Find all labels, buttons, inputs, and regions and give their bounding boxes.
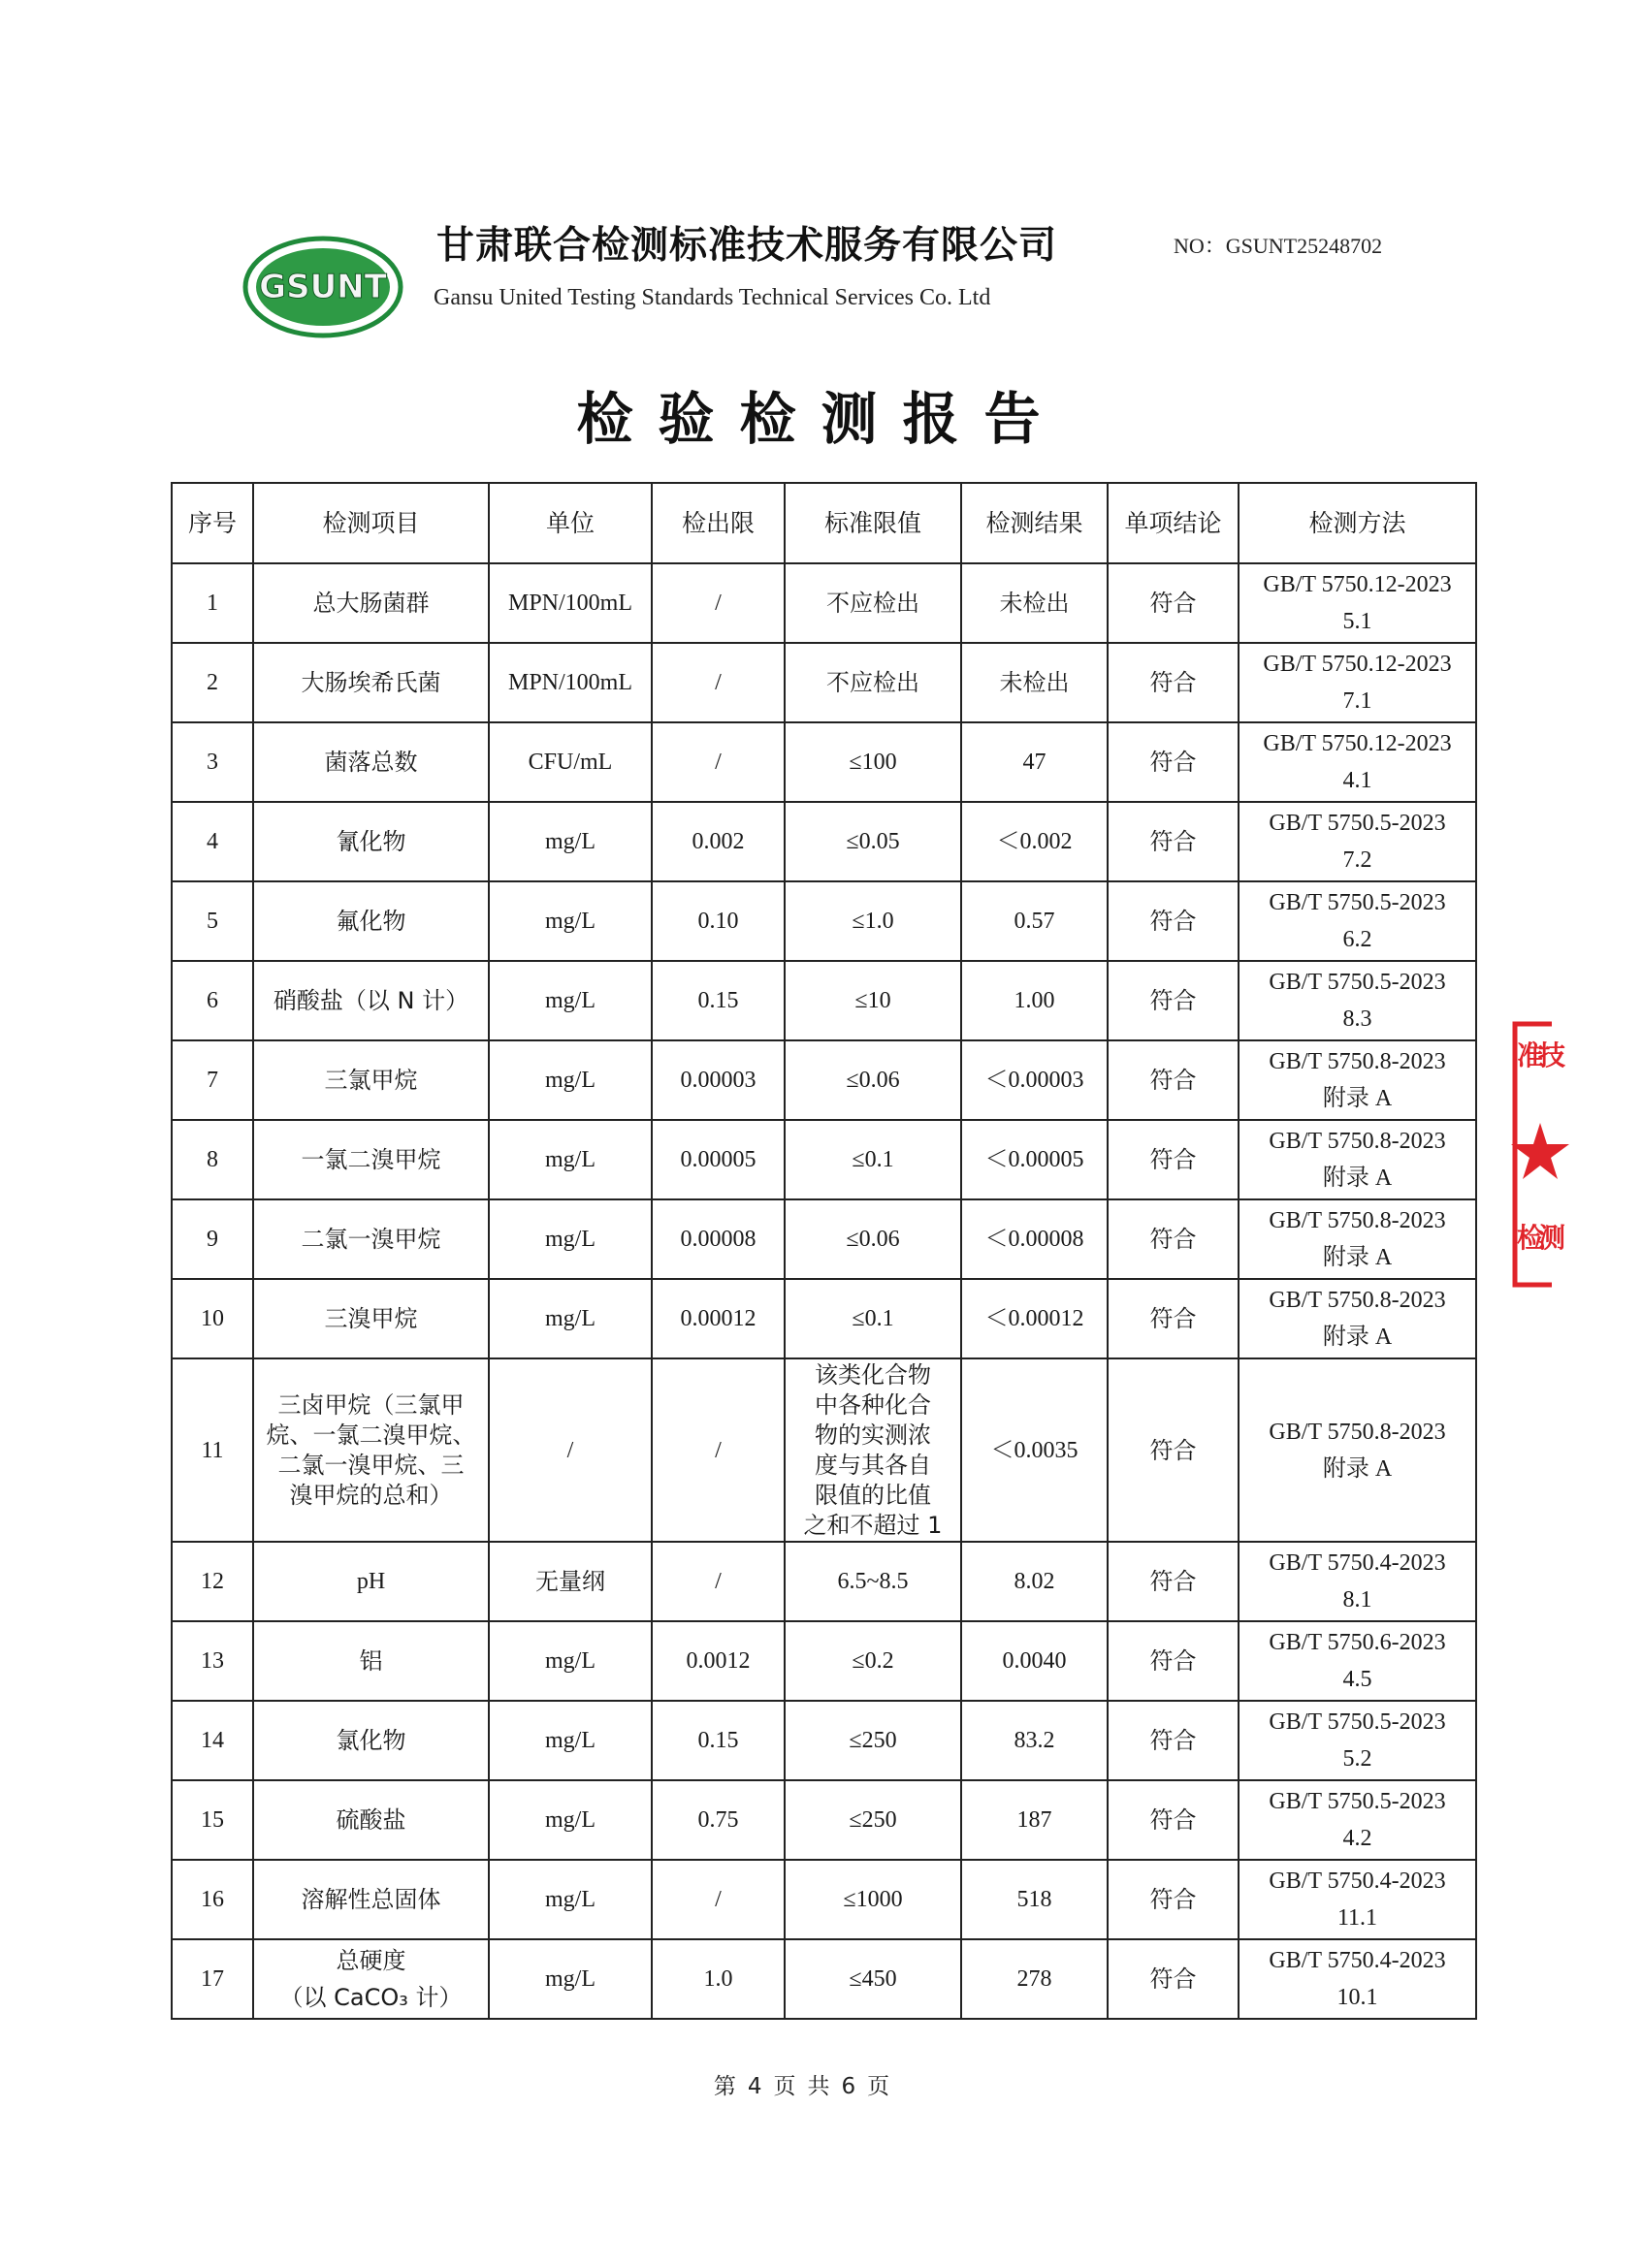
method-line: 8.1 (1342, 1587, 1372, 1613)
cell-conclusion: 符合 (1108, 1780, 1239, 1860)
cell-detection-limit: 0.00012 (652, 1279, 785, 1358)
cell-unit: / (489, 1358, 652, 1542)
method-line: GB/T 5750.12-2023 (1263, 572, 1452, 597)
cell-method (1239, 563, 1476, 643)
cell-result: 8.02 (961, 1542, 1108, 1621)
cell-result: 278 (961, 1939, 1108, 2019)
standard-line: 限值的比值 (815, 1481, 931, 1509)
cell-method (1239, 802, 1476, 881)
table-row (172, 1279, 1476, 1358)
cell-conclusion: 符合 (1108, 961, 1239, 1040)
footer-total-prefix: 共 (807, 2074, 830, 2099)
method-line: GB/T 5750.12-2023 (1263, 652, 1452, 677)
footer-suffix: 页 (867, 2074, 890, 2099)
method-line: 5.1 (1342, 609, 1372, 634)
cell-conclusion: 符合 (1108, 1542, 1239, 1621)
cell-method (1239, 1120, 1476, 1199)
method-line: 6.2 (1342, 927, 1372, 952)
cell-result: ＜0.00012 (961, 1279, 1108, 1358)
cell-item: 大肠埃希氏菌 (253, 643, 489, 722)
header-col-detection-limit: 检出限 (652, 483, 785, 563)
cell-result: ＜0.00003 (961, 1040, 1108, 1120)
cell-no: 10 (172, 1279, 253, 1358)
cell-item: 氯化物 (253, 1701, 489, 1780)
cell-unit: mg/L (489, 1860, 652, 1939)
cell-item: 一氯二溴甲烷 (253, 1120, 489, 1199)
cell-conclusion: 符合 (1108, 1701, 1239, 1780)
cell-detection-limit: 0.75 (652, 1780, 785, 1860)
cell-result: 1.00 (961, 961, 1108, 1040)
cell-method (1239, 722, 1476, 802)
company-name-cn: 甘肃联合检测标准技术服务有限公司 (436, 224, 1058, 268)
cell-method (1239, 1701, 1476, 1780)
cell-item: 总大肠菌群 (253, 563, 489, 643)
cell-standard-limit: ≤0.1 (785, 1279, 961, 1358)
standard-line: 之和不超过 1 (803, 1511, 943, 1539)
cell-conclusion: 符合 (1108, 1358, 1239, 1542)
method-line: GB/T 5750.8-2023 (1269, 1049, 1446, 1074)
cell-no: 5 (172, 881, 253, 961)
method-line: 4.1 (1342, 768, 1372, 793)
page-title: 检验检测报告 (576, 386, 1066, 452)
table-row (172, 881, 1476, 961)
item-line: （以 CaCO₃ 计） (279, 1984, 463, 2011)
cell-detection-limit: / (652, 1358, 785, 1542)
cell-result: 未检出 (961, 643, 1108, 722)
cell-no: 4 (172, 802, 253, 881)
method-line: GB/T 5750.5-2023 (1269, 1789, 1446, 1814)
cell-result: ＜0.00008 (961, 1199, 1108, 1279)
header-col-unit: 单位 (489, 483, 652, 563)
cell-item: 氟化物 (253, 881, 489, 961)
header-col-standard-limit: 标准限值 (785, 483, 961, 563)
cell-conclusion: 符合 (1108, 643, 1239, 722)
cell-detection-limit: 0.10 (652, 881, 785, 961)
item-line: 总硬度 (336, 1947, 406, 1974)
cell-conclusion: 符合 (1108, 563, 1239, 643)
table-row (172, 1701, 1476, 1780)
cell-standard-limit: ≤0.06 (785, 1199, 961, 1279)
cell-conclusion: 符合 (1108, 1939, 1239, 2019)
table-row (172, 1860, 1476, 1939)
cell-no: 1 (172, 563, 253, 643)
cell-no: 14 (172, 1701, 253, 1780)
method-line: 7.1 (1342, 688, 1372, 714)
method-line: GB/T 5750.12-2023 (1263, 731, 1452, 756)
method-line: GB/T 5750.5-2023 (1269, 1709, 1446, 1735)
cell-result: 187 (961, 1780, 1108, 1860)
cell-result: 47 (961, 722, 1108, 802)
cell-no: 7 (172, 1040, 253, 1120)
method-line: 附录 A (1322, 1086, 1393, 1111)
cell-detection-limit: 1.0 (652, 1939, 785, 2019)
table-row (172, 1358, 1476, 1542)
svg-text:测: 测 (1537, 1222, 1566, 1254)
cell-item: pH (253, 1542, 489, 1621)
header-col-result: 检测结果 (961, 483, 1108, 563)
cell-standard-limit: 不应检出 (785, 563, 961, 643)
cell-method (1239, 643, 1476, 722)
cell-detection-limit: 0.15 (652, 961, 785, 1040)
cell-unit: mg/L (489, 961, 652, 1040)
cell-result: 0.0040 (961, 1621, 1108, 1701)
svg-text:准: 准 (1516, 1039, 1545, 1071)
method-line: 8.3 (1342, 1006, 1372, 1032)
method-line: GB/T 5750.8-2023 (1269, 1419, 1446, 1445)
method-line: 附录 A (1322, 1325, 1393, 1350)
cell-detection-limit: / (652, 722, 785, 802)
cell-conclusion: 符合 (1108, 1040, 1239, 1120)
cell-result: ＜0.00005 (961, 1120, 1108, 1199)
cell-detection-limit: 0.15 (652, 1701, 785, 1780)
method-line: 附录 A (1322, 1245, 1393, 1270)
cell-conclusion: 符合 (1108, 1199, 1239, 1279)
cell-conclusion: 符合 (1108, 1621, 1239, 1701)
cell-method (1239, 961, 1476, 1040)
cell-standard-limit: ≤100 (785, 722, 961, 802)
cell-detection-limit: 0.00005 (652, 1120, 785, 1199)
cell-no: 2 (172, 643, 253, 722)
cell-item: 硫酸盐 (253, 1780, 489, 1860)
cell-no: 13 (172, 1621, 253, 1701)
cell-detection-limit: 0.00003 (652, 1040, 785, 1120)
table-row (172, 1542, 1476, 1621)
method-line: 5.2 (1342, 1746, 1372, 1772)
cell-detection-limit: 0.00008 (652, 1199, 785, 1279)
cell-standard-limit (785, 1358, 961, 1542)
cell-unit: mg/L (489, 1199, 652, 1279)
cell-result: ＜0.002 (961, 802, 1108, 881)
table-row (172, 1780, 1476, 1860)
cell-method (1239, 1542, 1476, 1621)
company-logo (242, 235, 403, 339)
cell-item (253, 1358, 489, 1542)
cell-standard-limit: ≤0.06 (785, 1040, 961, 1120)
method-line: GB/T 5750.5-2023 (1269, 970, 1446, 995)
cell-item: 三氯甲烷 (253, 1040, 489, 1120)
item-line: 溴甲烷的总和） (289, 1481, 453, 1509)
cell-standard-limit: ≤0.05 (785, 802, 961, 881)
cell-standard-limit: ≤10 (785, 961, 961, 1040)
table-row (172, 563, 1476, 643)
item-line: 烷、一氯二溴甲烷、 (266, 1421, 476, 1449)
cell-no: 16 (172, 1860, 253, 1939)
method-line: GB/T 5750.5-2023 (1269, 811, 1446, 836)
cell-item: 三溴甲烷 (253, 1279, 489, 1358)
table-row (172, 1939, 1476, 2019)
method-line: GB/T 5750.4-2023 (1269, 1869, 1446, 1894)
cell-method (1239, 1358, 1476, 1542)
cell-unit: mg/L (489, 1780, 652, 1860)
cell-unit: mg/L (489, 1939, 652, 2019)
standard-line: 度与其各自 (815, 1451, 931, 1479)
cell-unit: mg/L (489, 1120, 652, 1199)
header-col-item: 检测项目 (253, 483, 489, 563)
cell-no: 6 (172, 961, 253, 1040)
cell-unit: CFU/mL (489, 722, 652, 802)
method-line: GB/T 5750.4-2023 (1269, 1948, 1446, 1973)
cell-item: 菌落总数 (253, 722, 489, 802)
table-row (172, 802, 1476, 881)
method-line: 7.2 (1342, 847, 1372, 873)
footer-prefix: 第 (713, 2074, 736, 2099)
cell-result: 未检出 (961, 563, 1108, 643)
cell-unit: mg/L (489, 802, 652, 881)
cell-item: 氰化物 (253, 802, 489, 881)
cell-standard-limit: ≤1.0 (785, 881, 961, 961)
cell-result: ＜0.0035 (961, 1358, 1108, 1542)
page-current: 4 (747, 2074, 762, 2099)
report-number: NO：GSUNT25248702 (1174, 234, 1383, 258)
cell-method (1239, 1939, 1476, 2019)
method-line: GB/T 5750.4-2023 (1269, 1550, 1446, 1576)
table-header-row (172, 483, 1476, 563)
cell-unit: 无量纲 (489, 1542, 652, 1621)
cell-standard-limit: ≤450 (785, 1939, 961, 2019)
method-line: 4.5 (1342, 1667, 1372, 1692)
results-table (171, 482, 1477, 2020)
table-row (172, 1040, 1476, 1120)
cell-item: 铝 (253, 1621, 489, 1701)
cell-no: 15 (172, 1780, 253, 1860)
cell-no: 12 (172, 1542, 253, 1621)
cell-unit: mg/L (489, 1701, 652, 1780)
cell-result: 518 (961, 1860, 1108, 1939)
cell-standard-limit: 6.5~8.5 (785, 1542, 961, 1621)
cell-unit: mg/L (489, 881, 652, 961)
table-row (172, 1621, 1476, 1701)
cell-method (1239, 1780, 1476, 1860)
cell-no: 8 (172, 1120, 253, 1199)
cell-method (1239, 881, 1476, 961)
method-line: GB/T 5750.8-2023 (1269, 1288, 1446, 1313)
seal-stamp (1501, 1016, 1566, 1293)
table-row (172, 1120, 1476, 1199)
table-row (172, 1199, 1476, 1279)
item-line: 三卤甲烷（三氯甲 (277, 1390, 465, 1419)
svg-text:检: 检 (1516, 1222, 1545, 1254)
cell-item (253, 1939, 489, 2019)
cell-detection-limit: / (652, 563, 785, 643)
star-icon (1511, 1123, 1569, 1179)
method-line: GB/T 5750.6-2023 (1269, 1630, 1446, 1655)
cell-no: 9 (172, 1199, 253, 1279)
cell-item: 二氯一溴甲烷 (253, 1199, 489, 1279)
cell-unit: mg/L (489, 1621, 652, 1701)
cell-no: 3 (172, 722, 253, 802)
footer-mid: 页 (773, 2074, 796, 2099)
logo-text: GSUNT (259, 268, 387, 306)
svg-text:技: 技 (1537, 1039, 1566, 1071)
cell-method (1239, 1040, 1476, 1120)
company-name-en: Gansu United Testing Standards Technical Services Co. Ltd (434, 285, 991, 310)
standard-line: 物的实测浓 (815, 1421, 931, 1449)
method-line: 11.1 (1336, 1905, 1378, 1931)
cell-standard-limit: 不应检出 (785, 643, 961, 722)
cell-no: 11 (172, 1358, 253, 1542)
method-line: GB/T 5750.8-2023 (1269, 1208, 1446, 1233)
cell-method (1239, 1279, 1476, 1358)
cell-item: 溶解性总固体 (253, 1860, 489, 1939)
page-footer (0, 2068, 1603, 2100)
table-row (172, 722, 1476, 802)
cell-method (1239, 1860, 1476, 1939)
cell-detection-limit: / (652, 1542, 785, 1621)
cell-no: 17 (172, 1939, 253, 2019)
item-line: 二氯一溴甲烷、三 (277, 1451, 465, 1479)
method-line: 附录 A (1322, 1166, 1393, 1191)
cell-standard-limit: ≤1000 (785, 1860, 961, 1939)
cell-standard-limit: ≤0.2 (785, 1621, 961, 1701)
header-col-method: 检测方法 (1239, 483, 1476, 563)
cell-conclusion: 符合 (1108, 1860, 1239, 1939)
header-col-no: 序号 (172, 483, 253, 563)
cell-unit: MPN/100mL (489, 643, 652, 722)
standard-line: 中各种化合 (815, 1390, 931, 1419)
method-line: GB/T 5750.5-2023 (1269, 890, 1446, 915)
cell-result: 0.57 (961, 881, 1108, 961)
header-col-conclusion: 单项结论 (1108, 483, 1239, 563)
cell-conclusion: 符合 (1108, 1279, 1239, 1358)
cell-item: 硝酸盐（以 N 计） (253, 961, 489, 1040)
cell-method (1239, 1199, 1476, 1279)
method-line: 10.1 (1336, 1985, 1378, 2010)
cell-conclusion: 符合 (1108, 802, 1239, 881)
cell-conclusion: 符合 (1108, 881, 1239, 961)
cell-detection-limit: 0.0012 (652, 1621, 785, 1701)
standard-line: 该类化合物 (815, 1360, 931, 1389)
cell-conclusion: 符合 (1108, 1120, 1239, 1199)
cell-standard-limit: ≤250 (785, 1780, 961, 1860)
page-total: 6 (841, 2074, 856, 2099)
table-row (172, 643, 1476, 722)
cell-result: 83.2 (961, 1701, 1108, 1780)
cell-unit: mg/L (489, 1040, 652, 1120)
cell-detection-limit: / (652, 643, 785, 722)
table-row (172, 961, 1476, 1040)
cell-standard-limit: ≤0.1 (785, 1120, 961, 1199)
cell-unit: mg/L (489, 1279, 652, 1358)
method-line: GB/T 5750.8-2023 (1269, 1129, 1446, 1154)
method-line: 4.2 (1342, 1826, 1372, 1851)
cell-method (1239, 1621, 1476, 1701)
cell-standard-limit: ≤250 (785, 1701, 961, 1780)
cell-detection-limit: / (652, 1860, 785, 1939)
method-line: 附录 A (1322, 1455, 1393, 1482)
cell-unit: MPN/100mL (489, 563, 652, 643)
cell-conclusion: 符合 (1108, 722, 1239, 802)
cell-detection-limit: 0.002 (652, 802, 785, 881)
